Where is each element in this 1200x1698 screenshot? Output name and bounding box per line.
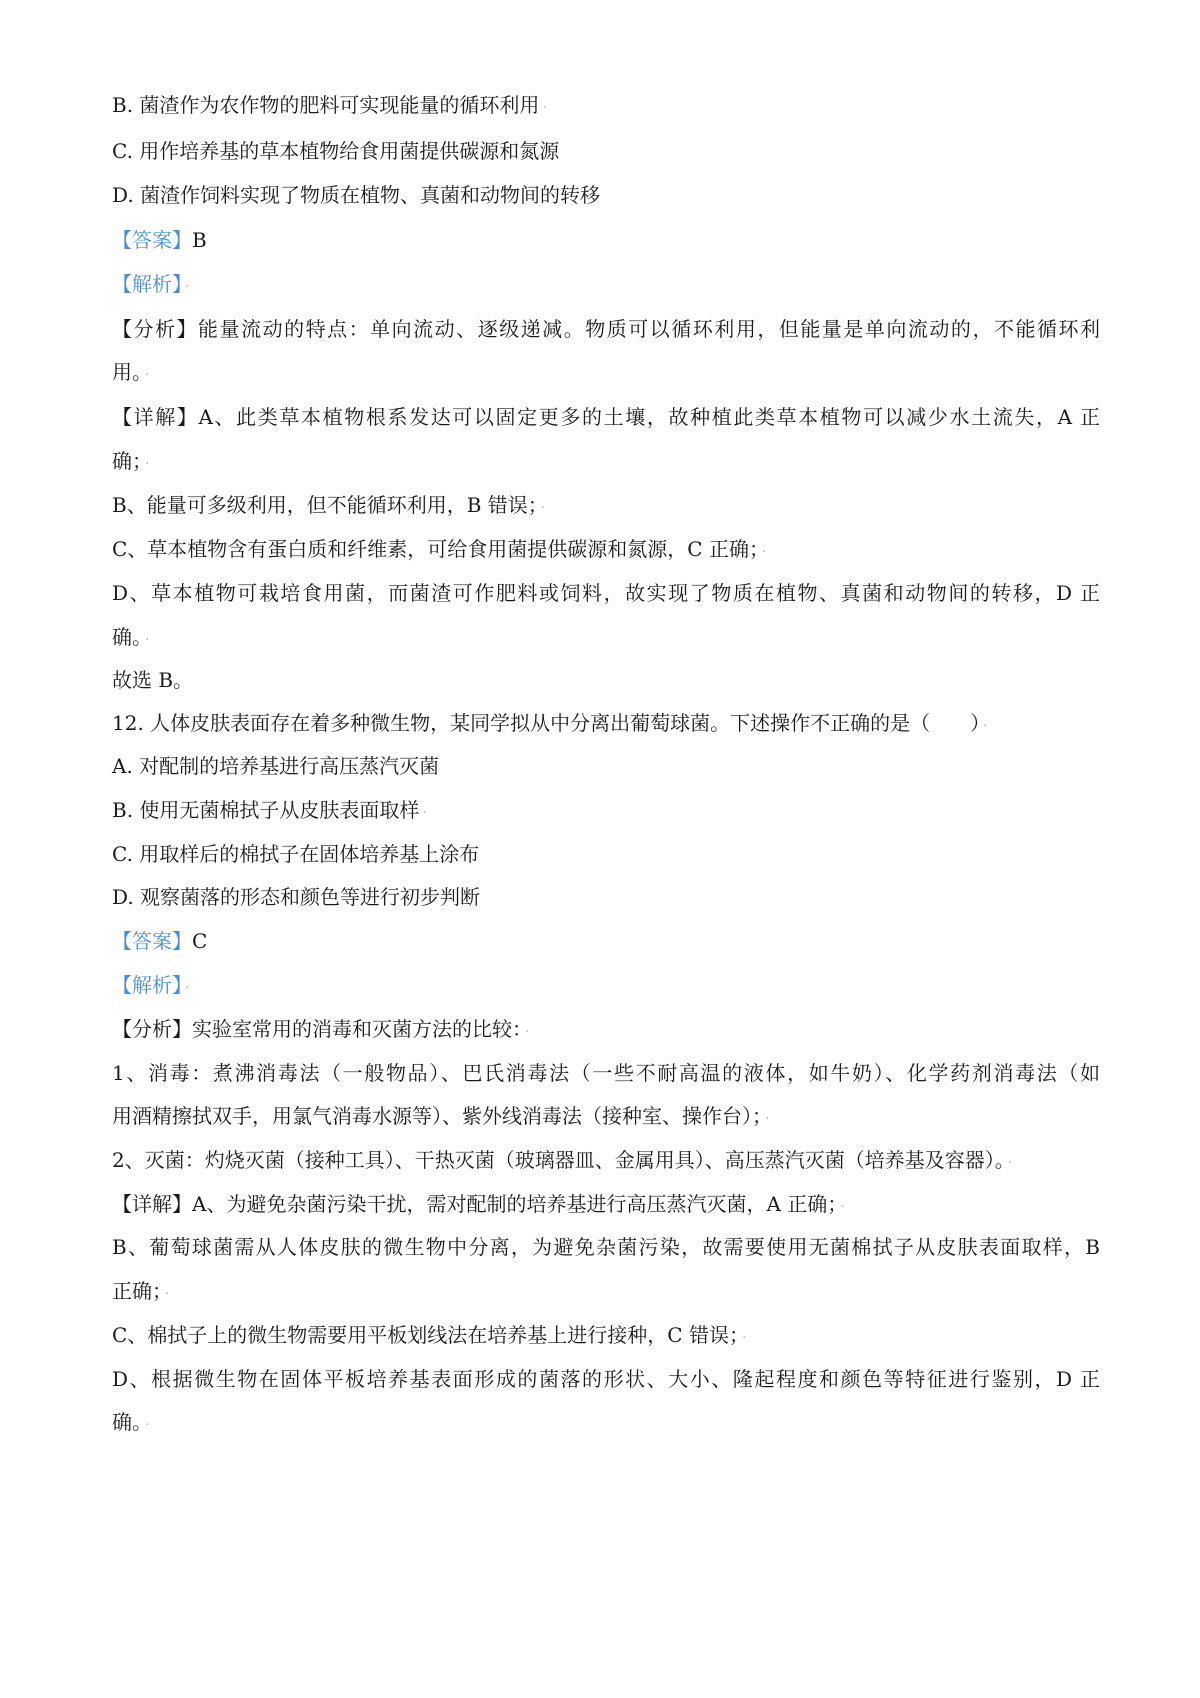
analysis-paragraph-line <box>112 1102 769 1133</box>
line-text: 【分析】实验室常用的消毒和灭菌方法的比较： <box>112 1017 522 1041</box>
line-text: 确。 <box>112 1410 142 1434</box>
line-text: 确； <box>112 449 142 473</box>
detail-paragraph-line <box>112 1321 746 1352</box>
analysis-heading <box>112 270 189 301</box>
line-text: C、草本植物含有蛋白质和纤维素，可给食用菌提供碳源和氮源，C 正确； <box>112 537 759 561</box>
line-text: B、能量可多级利用，但不能循环利用，B 错误； <box>112 493 538 517</box>
line-text: D、根据微生物在固体平板培养基表面形成的菌落的形状、大小、隆起程度和颜色等特征进行鉴别，D 正 <box>112 1367 1100 1391</box>
line-text: 用。 <box>112 360 142 384</box>
detail-paragraph-line <box>112 1408 149 1439</box>
option-b-line <box>112 796 427 827</box>
analysis-paragraph-line <box>112 358 149 389</box>
option-d-line <box>112 181 600 209</box>
paragraph-mark: · <box>540 500 546 516</box>
option-a-line <box>112 752 439 780</box>
line-text: 故选 B。 <box>112 668 194 692</box>
line-text: 确。 <box>112 625 142 649</box>
detail-paragraph-line <box>112 1365 1100 1393</box>
detail-paragraph-line <box>112 1233 1100 1261</box>
detail-paragraph-line <box>112 403 1100 431</box>
paragraph-mark: · <box>185 279 190 295</box>
paragraph-mark: · <box>1007 1155 1013 1171</box>
line-text: 【详解】A、此类草本植物根系发达可以固定更多的土壤，故种植此类草本植物可以减少水土流失，A 正 <box>112 405 1100 429</box>
option-d-line <box>112 883 480 911</box>
answer-label: 【答案】 <box>112 228 192 252</box>
paragraph-mark: · <box>145 632 150 648</box>
analysis-label: 【解析】 <box>112 973 182 997</box>
paragraph-mark: · <box>422 805 427 821</box>
line-text: 2、灭菌：灼烧灭菌（接种工具）、干热灭菌（玻璃器皿、金属用具）、高压蒸汽灭菌（培养基及容器）。 <box>112 1148 1005 1172</box>
question-12-stem <box>112 709 988 740</box>
line-text: D. 菌渣作饲料实现了物质在植物、真菌和动物间的转移 <box>112 183 601 207</box>
option-b-line <box>112 91 547 122</box>
line-text: 用酒精擦拭双手，用氯气消毒水源等）、紫外线消毒法（接种室、操作台）； <box>112 1104 762 1128</box>
detail-paragraph-line <box>112 1190 845 1221</box>
analysis-paragraph-line <box>112 1015 529 1046</box>
detail-paragraph-line <box>112 491 545 522</box>
line-text: 正确； <box>112 1279 162 1303</box>
line-text: C. 用作培养基的草本植物给食用菌提供碳源和氮源 <box>112 139 560 163</box>
line-text: B. 使用无菌棉拭子从皮肤表面取样 <box>112 798 420 822</box>
detail-paragraph-line <box>112 447 149 478</box>
paragraph-mark: · <box>840 1199 845 1215</box>
detail-paragraph-line <box>112 623 149 654</box>
conclusion-line <box>112 666 193 694</box>
line-text: D. 观察菌落的形态和颜色等进行初步判断 <box>112 885 481 909</box>
paragraph-mark: · <box>145 1417 150 1433</box>
paragraph-mark: · <box>145 456 150 472</box>
detail-paragraph-line <box>112 535 766 566</box>
line-text: 【详解】A、为避免杂菌污染干扰，需对配制的培养基进行高压蒸汽灭菌，A 正确； <box>112 1192 838 1216</box>
line-text: 12. 人体皮肤表面存在着多种微生物，某同学拟从中分离出葡萄球菌。下述操作不正确的是（ ） <box>112 711 981 735</box>
line-text: 1、消毒：煮沸消毒法（一般物品）、巴氏消毒法（一些不耐高温的液体，如牛奶）、化学药剂消毒法（如 <box>112 1061 1100 1085</box>
answer-value: B <box>192 228 207 252</box>
line-text: B. 菌渣作为农作物的肥料可实现能量的循环利用 <box>112 93 540 117</box>
paragraph-mark: · <box>542 100 547 116</box>
line-text: A. 对配制的培养基进行高压蒸汽灭菌 <box>112 754 440 778</box>
paragraph-mark: · <box>983 718 988 734</box>
answer-value: C <box>192 929 208 953</box>
answer-line <box>112 226 207 254</box>
analysis-paragraph-line <box>112 1146 1012 1177</box>
paragraph-mark: · <box>741 1330 747 1346</box>
line-text: B、葡萄球菌需从人体皮肤的微生物中分离，为避免杂菌污染，故需要使用无菌棉拭子从皮肤表面取样，B <box>112 1235 1100 1259</box>
analysis-paragraph-line <box>112 1059 1100 1087</box>
detail-paragraph-line <box>112 1277 169 1308</box>
option-c-line <box>112 137 559 165</box>
paragraph-mark: · <box>761 544 767 560</box>
option-c-line <box>112 840 479 868</box>
paragraph-mark: · <box>185 980 190 996</box>
line-text: 【分析】能量流动的特点：单向流动、逐级递减。物质可以循环利用，但能量是单向流动的，不能循环利 <box>112 317 1100 341</box>
paragraph-mark: · <box>145 367 150 383</box>
analysis-paragraph-line <box>112 315 1100 343</box>
answer-line <box>112 927 207 955</box>
detail-paragraph-line <box>112 579 1100 607</box>
paragraph-mark: · <box>765 1111 770 1127</box>
line-text: C、棉拭子上的微生物需要用平板划线法在培养基上进行接种，C 错误； <box>112 1323 739 1347</box>
answer-label: 【答案】 <box>112 929 192 953</box>
line-text: D、草本植物可栽培食用菌，而菌渣可作肥料或饲料，故实现了物质在植物、真菌和动物间的转移，D 正 <box>112 581 1100 605</box>
line-text: C. 用取样后的棉拭子在固体培养基上涂布 <box>112 842 480 866</box>
paragraph-mark: · <box>525 1024 530 1040</box>
paragraph-mark: · <box>165 1286 170 1302</box>
analysis-label: 【解析】 <box>112 272 182 296</box>
analysis-heading <box>112 971 189 1002</box>
